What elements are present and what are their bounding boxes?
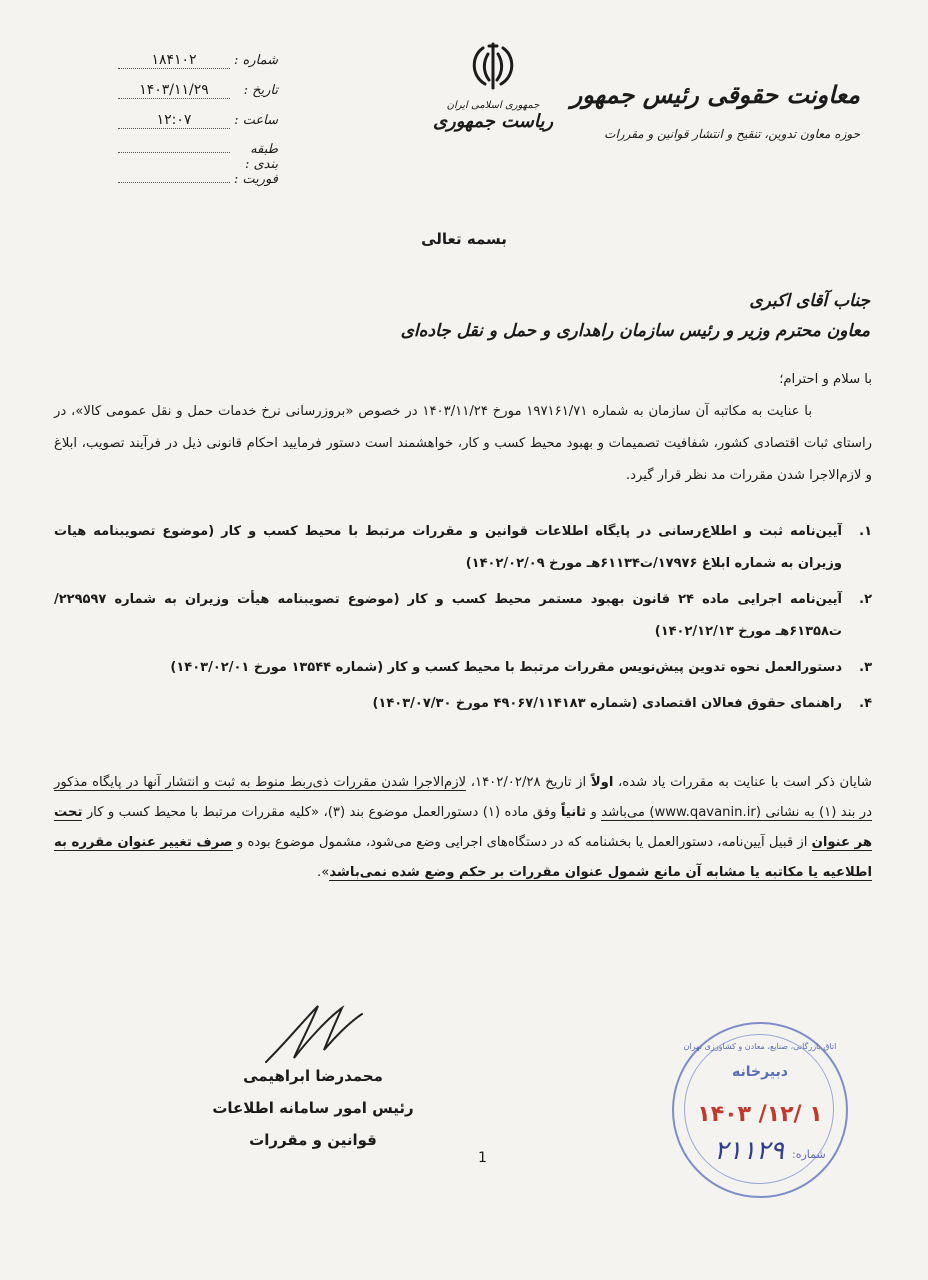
closing-paragraph — [54, 768, 872, 888]
stamp-number-label: شماره: — [792, 1148, 826, 1161]
list-item-text: راهنمای حقوق فعالان اقتصادی (شماره ۴۹۰۶۷/۱۱۴۱۸۳ مورخ ۱۴۰۳/۰۷/۳۰) — [372, 696, 842, 711]
ref-number-row — [118, 52, 278, 82]
list-item-text: دستورالعمل نحوه تدوین پیش‌نویس مقررات مرتبط با محیط کسب و کار (شماره ۱۳۵۴۴ مورخ ۱۴۰۳/۰۲/۰۱) — [170, 660, 842, 675]
list-item-number: ۱. — [859, 524, 872, 539]
greeting: با سلام و احترام؛ — [779, 372, 872, 387]
ref-label: طبقه بندی : — [244, 142, 278, 172]
ref-urgency-row — [118, 172, 278, 202]
ref-value: ۱۸۴۱۰۲ — [118, 52, 230, 69]
list-item — [54, 688, 872, 720]
signature-block — [198, 1060, 428, 1156]
ref-label: شماره : — [234, 53, 278, 68]
registry-stamp — [672, 1022, 848, 1198]
ref-value — [118, 152, 230, 153]
addressee-title: معاون محترم وزیر و رئیس سازمان راهداری و حمل و نقل جاده‌ای — [400, 321, 870, 341]
emblem-subtitle: جمهوری اسلامی ایران — [446, 100, 540, 111]
department-title: معاونت حقوقی رئیس جمهور — [570, 80, 860, 109]
para-text: ». — [317, 865, 330, 880]
ref-date-row — [118, 82, 278, 112]
para-text: از تاریخ ۱۴۰۲/۰۲/۲۸، — [466, 775, 591, 790]
regulation-list — [54, 516, 872, 724]
list-item — [54, 516, 872, 580]
ref-value: ۱۴۰۳/۱۱/۲۹ — [118, 82, 230, 99]
para-text: از قبیل آیین‌نامه، دستورالعمل یا بخشنامه که در دستگاه‌های اجرایی وضع می‌شود، مشمول موضوع بوده و — [232, 835, 812, 850]
ref-label: فوریت : — [233, 172, 278, 187]
list-item — [54, 652, 872, 684]
stamp-organization: اتاق بازرگانی، صنایع، معادن و کشاورزی تهران — [683, 1042, 837, 1051]
emblem-title: ریاست جمهوری — [432, 111, 554, 132]
ref-classification-row — [118, 142, 278, 172]
stamp-date: ۱۴۰۳ /۱۲/ ۱ — [697, 1102, 823, 1127]
para-bold-secondly: ثانیاً — [560, 805, 587, 820]
para-bold-underlined: تحت هر عنوان — [54, 805, 873, 850]
emblem-icon — [461, 40, 525, 94]
state-emblem — [428, 40, 558, 132]
para-bold-underlined: صرف تغییر عنوان مقرره به اطلاعیه یا مکاتبه یا مشابه آن مانع شمول عنوان مقررات بر حکم وضع شده نمی‌باشد — [54, 835, 872, 880]
ref-value: ۱۲:۰۷ — [118, 112, 230, 129]
stamp-number: ۲۱۱۲۹ — [714, 1136, 784, 1166]
ref-label: ساعت : — [234, 113, 278, 128]
list-item-text: آیین‌نامه ثبت و اطلاع‌رسانی در پایگاه اطلاعات قوانین و مقررات مرتبط با محیط کسب و کار (موضوع تصویبنامه هیات وزیران به شماره ابلاغ ۱۷۹۷۶/ت۶۱۱۳۴هـ مورخ ۱۴۰۲/۰۲/۰۹) — [54, 524, 842, 571]
ref-time-row — [118, 112, 278, 142]
list-item-number: ۳. — [859, 660, 872, 675]
addressee — [170, 286, 870, 346]
letter-intro — [54, 364, 872, 492]
addressee-name: جناب آقای اکبری — [749, 291, 870, 311]
intro-paragraph: با عنایت به مکاتبه آن سازمان به شماره ۱۹۷۱۶۱/۷۱ مورخ ۱۴۰۳/۱۱/۲۴ در خصوص «بروزرسانی نرخ خدمات حمل و نقل عمومی کالا»، در راستای ثبات اقتصادی کشور، شفافیت تصمیمات و بهبود محیط کسب و کار، خواهشمند است دستور فرمایید احکام قانونی ذیل در فرآیند تصویب، ابلاغ و لازم‌الاجرا شدن مقررات مد نظر قرار گیرد. — [54, 404, 872, 483]
reference-block — [118, 52, 278, 202]
para-bold-firstly: اولاً — [590, 775, 614, 790]
list-item — [54, 584, 872, 648]
list-item-number: ۴. — [859, 696, 872, 711]
para-text: وفق ماده (۱) دستورالعمل موضوع بند (۳)، «کلیه مقررات مرتبط با محیط کسب و کار — [82, 805, 561, 820]
para-text: و — [586, 805, 602, 820]
department-header — [560, 80, 860, 141]
stamp-department: دبیرخانه — [732, 1064, 788, 1080]
para-underlined-text: لازم‌الاجرا شدن مقررات ذی‌ربط منوط به ثبت و انتشار آنها در پایگاه مذکور در بند (۱) به نشانی (www.qavanin.ir) می‌باشد — [54, 775, 872, 820]
para-text: شایان ذکر است با عنایت به مقررات یاد شده، — [613, 775, 872, 790]
bismillah-heading: بسمه تعالی — [421, 230, 507, 248]
ref-value — [118, 182, 230, 183]
department-subtitle: حوزه معاون تدوین، تنقیح و انتشار قوانین و مقررات — [604, 127, 860, 141]
list-item-text: آیین‌نامه اجرایی ماده ۲۴ قانون بهبود مستمر محیط کسب و کار (موضوع تصویبنامه هیأت وزیران به شماره ۲۲۹۵۹۷/ت۶۱۳۵۸هـ مورخ ۱۴۰۲/۱۲/۱۳) — [54, 592, 843, 639]
ref-label: تاریخ : — [243, 83, 278, 98]
signatory-title: قوانین و مقررات — [249, 1131, 377, 1149]
signatory-name: محمدرضا ابراهیمی — [243, 1067, 383, 1085]
signatory-title: رئیس امور سامانه اطلاعات — [212, 1099, 414, 1117]
page-number: 1 — [478, 1150, 487, 1166]
list-item-number: ۲. — [859, 592, 872, 607]
